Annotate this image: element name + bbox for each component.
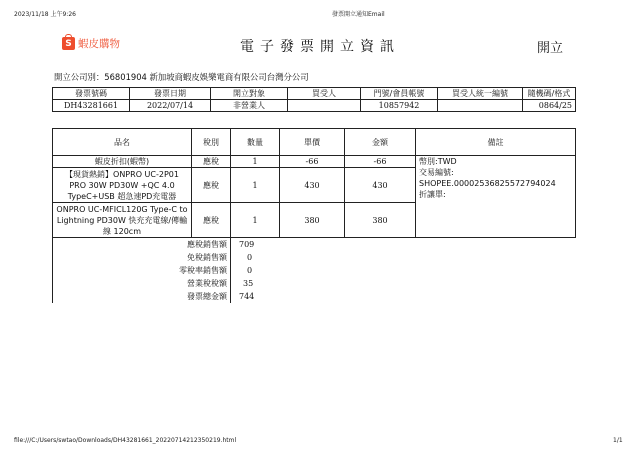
remarks-cell bbox=[416, 156, 576, 238]
random-code: 0864/25 bbox=[523, 100, 576, 112]
document-title: 電子發票開立資訊 bbox=[240, 39, 400, 55]
table-header-row bbox=[53, 129, 576, 156]
col-member-account: 門號/會員帳號 bbox=[361, 88, 438, 100]
remark-allowance: 折讓單: bbox=[419, 190, 446, 199]
item-amount: 380 bbox=[345, 203, 416, 238]
item-tax: 應稅 bbox=[192, 156, 231, 168]
item-qty: 1 bbox=[231, 168, 280, 203]
print-page-title: 發票開立通知Email bbox=[332, 11, 385, 18]
col-invoice-number: 發票號碼 bbox=[53, 88, 130, 100]
col-random-code: 隨機碼/格式 bbox=[523, 88, 576, 100]
total-label-tax-free: 免稅銷售額 bbox=[187, 253, 227, 262]
item-price: 380 bbox=[280, 203, 345, 238]
total-label-grand: 發票總金額 bbox=[187, 292, 227, 301]
item-qty: 1 bbox=[231, 203, 280, 238]
total-label-zero-rate: 零稅率銷售額 bbox=[179, 266, 227, 275]
logo-text: 蝦皮購物 bbox=[78, 38, 120, 50]
total-taxable: 709 bbox=[239, 240, 255, 249]
invoice-status: 開立 bbox=[537, 41, 564, 56]
print-page-count: 1/1 bbox=[613, 437, 623, 444]
total-zero-rate: 0 bbox=[247, 266, 253, 275]
totals-values bbox=[231, 238, 280, 304]
buyer bbox=[288, 100, 361, 112]
company-line: 開立公司別：56801904 新加坡商蝦皮娛樂電商有限公司台灣分公司 bbox=[54, 72, 309, 82]
items-table bbox=[52, 128, 576, 303]
totals-row bbox=[53, 238, 576, 304]
item-price: -66 bbox=[280, 156, 345, 168]
total-tax-free: 0 bbox=[247, 253, 253, 262]
shopping-bag-icon: S bbox=[62, 37, 75, 50]
remark-transaction-label: 交易編號: bbox=[419, 168, 454, 177]
item-amount: 430 bbox=[345, 168, 416, 203]
invoice-date: 2022/07/14 bbox=[130, 100, 211, 112]
col-item-name: 品名 bbox=[53, 129, 192, 156]
col-tax-type: 稅別 bbox=[192, 129, 231, 156]
buyer-tax-id bbox=[438, 100, 523, 112]
remark-currency: 幣別:TWD bbox=[419, 157, 457, 166]
total-grand: 744 bbox=[239, 292, 255, 301]
table-header-row bbox=[53, 88, 576, 100]
item-name: 【現貨熱銷】ONPRO UC-2P01 PRO 30W PD30W +QC 4.0 TypeC+USB 超急速PD充電器 bbox=[53, 168, 192, 203]
item-tax: 應稅 bbox=[192, 203, 231, 238]
shopee-logo bbox=[62, 36, 120, 51]
item-amount: -66 bbox=[345, 156, 416, 168]
remark-transaction-id: SHOPEE.00002536825572794024 bbox=[419, 179, 556, 188]
print-file-path: file:///C:/Users/swtao/Downloads/DH43281661_20220714212350219.html bbox=[14, 437, 237, 444]
col-remarks: 備註 bbox=[416, 129, 576, 156]
item-price: 430 bbox=[280, 168, 345, 203]
item-name: ONPRO UC-MFICL120G Type-C to Lightning PD30W 快充充電線/傳輸線 120cm bbox=[53, 203, 192, 238]
item-qty: 1 bbox=[231, 156, 280, 168]
print-datetime: 2023/11/18 上午9:26 bbox=[14, 11, 76, 18]
col-buyer: 買受人 bbox=[288, 88, 361, 100]
col-quantity: 數量 bbox=[231, 129, 280, 156]
col-unit-price: 單價 bbox=[280, 129, 345, 156]
invoice-header-table bbox=[52, 87, 576, 112]
table-row bbox=[53, 156, 576, 168]
invoice-number: DH43281661 bbox=[53, 100, 130, 112]
col-amount: 金額 bbox=[345, 129, 416, 156]
table-row bbox=[53, 100, 576, 112]
total-label-taxable: 應稅銷售額 bbox=[187, 240, 227, 249]
total-label-tax: 營業稅稅額 bbox=[187, 279, 227, 288]
col-buyer-tax-id: 買受人統一編號 bbox=[438, 88, 523, 100]
member-account: 10857942 bbox=[361, 100, 438, 112]
col-recipient-type: 開立對象 bbox=[211, 88, 288, 100]
total-tax: 35 bbox=[243, 279, 254, 288]
item-name: 蝦皮折扣(蝦幣) bbox=[53, 156, 192, 168]
totals-labels bbox=[53, 238, 231, 304]
recipient-type: 非營業人 bbox=[211, 100, 288, 112]
item-tax: 應稅 bbox=[192, 168, 231, 203]
col-invoice-date: 發票日期 bbox=[130, 88, 211, 100]
